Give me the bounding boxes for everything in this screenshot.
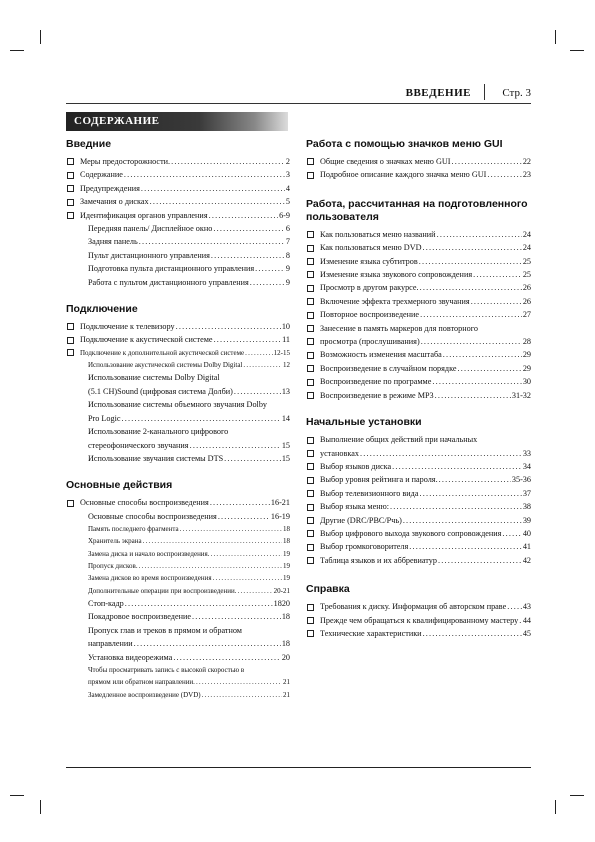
toc-entry-text: Замедленное воспроизведение (DVD) bbox=[88, 690, 201, 699]
crop-mark bbox=[570, 50, 584, 51]
toc-entry-text: (5.1 CH)Sound (цифровая система Долби) bbox=[88, 386, 233, 396]
section-title: Работа с помощью значков меню GUI bbox=[306, 138, 503, 150]
toc-entry-text: Как пользоваться меню DVD bbox=[320, 243, 422, 253]
toc-entry-text: Прежде чем обращаться к квалифицированному мастеру bbox=[320, 615, 519, 625]
crop-mark bbox=[10, 50, 24, 51]
toc-entry-text: Требования к диску. Информация об авторском праве bbox=[320, 602, 507, 612]
dot-leader bbox=[218, 510, 270, 523]
contents-banner: СОДЕРЖАНИЕ bbox=[66, 112, 288, 131]
toc-entry-text: Чтобы просматривать запись с высокой скоростью в bbox=[88, 665, 245, 674]
toc-entry-text: Другие (DRC/PBC/Рчь) bbox=[320, 515, 402, 525]
toc-entry-text: Дополнительные операции при воспроизведении. bbox=[88, 586, 237, 595]
dot-leader bbox=[224, 452, 281, 465]
toc-entry-text: Замена дисков во время воспроизведения bbox=[88, 574, 212, 583]
toc-entry-text: Подробное описание каждого значка меню GUI bbox=[320, 170, 487, 180]
toc-entry bbox=[66, 651, 290, 664]
toc-page-number: 14 bbox=[281, 413, 290, 423]
toc-page-number: 6 bbox=[285, 224, 290, 234]
dot-leader bbox=[213, 572, 282, 584]
crop-mark bbox=[10, 795, 24, 796]
toc-entry bbox=[306, 335, 531, 348]
toc-entry bbox=[66, 676, 290, 688]
dot-leader bbox=[443, 348, 522, 361]
toc-page-number: 20 bbox=[281, 652, 290, 662]
toc-entry bbox=[66, 333, 290, 346]
toc-page-number: 24 bbox=[522, 243, 531, 253]
toc-entry bbox=[306, 473, 531, 486]
toc-entry-continued bbox=[66, 371, 290, 384]
toc-entry-text: Занесение в память маркеров для повторного bbox=[320, 323, 478, 333]
toc-entry-text: Замечания о дисках bbox=[80, 197, 149, 207]
toc-left-column bbox=[66, 138, 290, 701]
toc-page-number: 3 bbox=[285, 170, 290, 180]
dot-leader bbox=[432, 375, 521, 388]
toc-page-number: 23 bbox=[522, 170, 531, 180]
toc-entry bbox=[306, 155, 531, 168]
dot-leader bbox=[125, 597, 273, 610]
toc-entry bbox=[306, 362, 531, 375]
toc-entry-text: Изменение языка субтитров bbox=[320, 256, 418, 266]
toc-page-number: 31-32 bbox=[511, 390, 531, 400]
dot-leader bbox=[420, 308, 522, 321]
section-title: Начальные установки bbox=[306, 416, 422, 429]
toc-page-number: 15 bbox=[281, 453, 290, 463]
toc-entry-text: Выбор громкоговорителя bbox=[320, 542, 409, 552]
dot-leader bbox=[173, 651, 281, 664]
section-title: Работа, рассчитанная на подготовленного пользователя bbox=[306, 197, 528, 223]
toc-page-number: 20-21 bbox=[273, 586, 290, 595]
dot-leader bbox=[487, 168, 521, 181]
toc-page-number: 43 bbox=[522, 602, 531, 612]
toc-entry bbox=[66, 222, 290, 235]
toc-page-number: 12-15 bbox=[273, 348, 290, 357]
toc-entry-text: Подключение к акустической системе bbox=[80, 335, 213, 345]
toc-page-number: 29 bbox=[522, 350, 531, 360]
toc-entry-text: стереофонического звучания bbox=[88, 440, 189, 450]
toc-entry-text: Pro Logic bbox=[88, 413, 121, 423]
dot-leader bbox=[245, 347, 273, 359]
dot-leader bbox=[213, 222, 285, 235]
toc-page-number: 26 bbox=[522, 296, 531, 306]
toc-page-number: 21 bbox=[283, 690, 290, 699]
section-title: Введние bbox=[66, 138, 112, 150]
toc-entry-text: Выбор цифрового выхода звукового сопровождения bbox=[320, 528, 502, 538]
toc-entry bbox=[306, 614, 531, 627]
toc-entry bbox=[66, 249, 290, 262]
toc-entry bbox=[306, 627, 531, 640]
toc-entry bbox=[306, 281, 531, 294]
dot-leader bbox=[139, 560, 282, 572]
section-title: Основные действия bbox=[66, 479, 173, 492]
section-title: Подключение bbox=[66, 303, 138, 316]
toc-entry-text: Подготовка пульта дистанционного управления bbox=[88, 264, 255, 274]
toc-entry-text: Использование акустической системы Dolby Digital bbox=[88, 361, 243, 370]
toc-entry-text: Пропуск глав и треков в прямом и обратном bbox=[88, 625, 242, 635]
toc-entry-text: Изменение языка звукового сопровождения bbox=[320, 270, 473, 280]
dot-leader bbox=[360, 447, 522, 460]
toc-entry bbox=[66, 689, 290, 701]
toc-page-number: 37 bbox=[522, 488, 531, 498]
toc-entry-text: Таблица языков и их аббревиатур bbox=[320, 555, 437, 565]
toc-entry-continued bbox=[66, 664, 290, 676]
toc-entry bbox=[66, 572, 290, 584]
header-rule bbox=[66, 103, 531, 104]
toc-entry bbox=[66, 597, 290, 610]
dot-leader bbox=[211, 548, 282, 560]
toc-entry-text: Выбор языков диска bbox=[320, 461, 392, 471]
toc-entry bbox=[306, 447, 531, 460]
toc-page-number: 8 bbox=[285, 250, 290, 260]
toc-page-number: 27 bbox=[522, 310, 531, 320]
toc-entry bbox=[306, 168, 531, 181]
toc-entry-text: Память последнего фрагмента bbox=[88, 525, 179, 534]
dot-leader bbox=[255, 262, 285, 275]
toc-entry-text: Подключение к телевизору bbox=[80, 322, 175, 332]
toc-entry-text: Использование системы Dolby Digital bbox=[88, 373, 220, 383]
toc-entry-text: Содержание bbox=[80, 170, 123, 180]
dot-leader bbox=[192, 610, 281, 623]
toc-entry-text: Технические характеристики bbox=[320, 628, 422, 638]
toc-entry-continued bbox=[66, 624, 290, 637]
dot-leader bbox=[171, 155, 285, 168]
toc-page-number: 44 bbox=[522, 615, 531, 625]
toc-entry-continued bbox=[66, 425, 290, 438]
toc-entry bbox=[66, 439, 290, 452]
dot-leader bbox=[209, 209, 278, 222]
toc-entry bbox=[66, 452, 290, 465]
toc-page-number: 19 bbox=[283, 562, 290, 571]
toc-entry-text: Основные способы воспроизведения bbox=[80, 498, 209, 508]
toc-page-number: 13 bbox=[281, 386, 290, 396]
toc-page-number: 29 bbox=[522, 363, 531, 373]
toc-entry-text: Подключение к дополнительной акустической системе bbox=[80, 348, 245, 357]
toc-entry bbox=[306, 241, 531, 254]
toc-entry bbox=[66, 155, 290, 168]
toc-entry-text: Замена диска и начало воспроизведения. bbox=[88, 549, 210, 558]
toc-entry-text: Общие сведения о значках меню GUI bbox=[320, 157, 451, 166]
dot-leader bbox=[439, 473, 511, 486]
dot-leader bbox=[139, 235, 285, 248]
toc-entry bbox=[66, 523, 290, 535]
toc-entry-text: Использование звучания системы DTS bbox=[88, 453, 224, 463]
crop-mark bbox=[555, 30, 556, 44]
toc-page-number: 25 bbox=[522, 270, 531, 280]
dot-leader bbox=[243, 359, 282, 371]
toc-page-number: 30 bbox=[522, 377, 531, 387]
toc-entry bbox=[66, 385, 290, 398]
toc-page-number: 9 bbox=[285, 264, 290, 274]
dot-leader bbox=[457, 362, 521, 375]
crop-mark bbox=[40, 30, 41, 44]
toc-page-number: 25 bbox=[522, 256, 531, 266]
dot-leader bbox=[211, 249, 285, 262]
dot-leader bbox=[392, 460, 522, 473]
toc-entry-text: Передняя панель/ Дисплейное окно bbox=[88, 224, 213, 234]
toc-page-number: 18 bbox=[283, 525, 290, 534]
toc-entry bbox=[306, 228, 531, 241]
toc-entry bbox=[66, 412, 290, 425]
dot-leader bbox=[210, 496, 270, 509]
dot-leader bbox=[519, 614, 522, 627]
toc-entry bbox=[66, 320, 290, 333]
toc-entry bbox=[306, 348, 531, 361]
dot-leader bbox=[390, 500, 522, 513]
toc-entry-text: Покадровое воспроизведение bbox=[88, 612, 191, 622]
toc-page-number: 16-19 bbox=[270, 511, 290, 521]
toc-entry-text: Пульт дистанционного управления bbox=[88, 250, 210, 260]
dot-leader bbox=[438, 554, 522, 567]
crop-mark bbox=[40, 800, 41, 814]
dot-leader bbox=[409, 540, 522, 553]
toc-entry-text: Как пользоваться меню названий bbox=[320, 229, 436, 239]
dot-leader bbox=[124, 168, 285, 181]
toc-page-number: 10 bbox=[281, 322, 290, 332]
dot-leader bbox=[214, 333, 282, 346]
toc-page-number: 18 bbox=[283, 537, 290, 546]
toc-page-number: 15 bbox=[281, 440, 290, 450]
toc-entry bbox=[66, 610, 290, 623]
toc-right-column bbox=[306, 138, 531, 640]
toc-entry bbox=[66, 262, 290, 275]
dot-leader bbox=[423, 627, 522, 640]
toc-entry-text: Включение эффекта трехмерного звучания bbox=[320, 296, 470, 306]
toc-entry bbox=[66, 548, 290, 560]
toc-page-number: 41 bbox=[522, 542, 531, 552]
toc-entry-text: направлении bbox=[88, 639, 133, 649]
toc-entry bbox=[66, 182, 290, 195]
toc-entry-text: Воспроизведение в режиме MP3 bbox=[320, 390, 434, 400]
toc-entry-text: просмотра (прослушивания) bbox=[320, 337, 420, 347]
toc-entry-continued bbox=[306, 433, 531, 446]
toc-entry-text: Предупреждения bbox=[80, 183, 140, 193]
toc-entry bbox=[306, 255, 531, 268]
toc-entry bbox=[66, 209, 290, 222]
toc-entry bbox=[306, 514, 531, 527]
toc-page-number: 33 bbox=[522, 448, 531, 458]
toc-entry-continued bbox=[66, 398, 290, 411]
dot-leader bbox=[250, 276, 285, 289]
toc-page-number: 4 bbox=[285, 183, 290, 193]
dot-leader bbox=[471, 295, 522, 308]
dot-leader bbox=[150, 195, 285, 208]
header-page-number: Стр. 3 bbox=[502, 87, 531, 99]
dot-leader bbox=[134, 637, 281, 650]
dot-leader bbox=[452, 155, 522, 168]
toc-entry-text: Основные способы воспроизведения bbox=[88, 511, 217, 521]
toc-entry-continued bbox=[306, 322, 531, 335]
toc-page-number: 39 bbox=[522, 515, 531, 525]
toc-entry bbox=[66, 585, 290, 597]
toc-page-number: 2 bbox=[285, 157, 290, 166]
dot-leader bbox=[473, 268, 522, 281]
dot-leader bbox=[176, 320, 281, 333]
toc-entry bbox=[306, 527, 531, 540]
toc-page-number: 40 bbox=[522, 528, 531, 538]
section-title: Справка bbox=[306, 583, 350, 596]
toc-entry bbox=[306, 308, 531, 321]
toc-entry-text: Задняя панель bbox=[88, 237, 138, 247]
dot-leader bbox=[507, 600, 522, 613]
toc-page-number: 24 bbox=[522, 229, 531, 239]
toc-entry bbox=[66, 276, 290, 289]
toc-entry-text: Пропуск дисков. bbox=[88, 562, 138, 571]
dot-leader bbox=[234, 385, 281, 398]
toc-page-number: 5 bbox=[285, 197, 290, 207]
toc-entry-text: Воспроизведение в случайном порядке bbox=[320, 363, 457, 373]
toc-entry-text: Использование системы объемного звучания Dolby bbox=[88, 400, 268, 410]
dot-leader bbox=[196, 676, 282, 688]
toc-entry bbox=[306, 600, 531, 613]
toc-entry bbox=[66, 637, 290, 650]
toc-entry-text: Выбор телевизионного вида bbox=[320, 488, 419, 498]
dot-leader bbox=[435, 389, 511, 402]
toc-entry-text: Выполнение общих действий при начальных bbox=[320, 435, 478, 445]
toc-page-number: 7 bbox=[285, 237, 290, 247]
toc-entry bbox=[306, 268, 531, 281]
toc-page-number: 19 bbox=[283, 574, 290, 583]
header-section-title: ВВЕДЕНИЕ bbox=[405, 87, 471, 99]
toc-page-number: 34 bbox=[522, 461, 531, 471]
toc-entry-text: Просмотр в другом ракурсе. bbox=[320, 283, 419, 293]
toc-entry-text: Работа с пультом дистанционного управления bbox=[88, 277, 249, 287]
toc-page-number: 26 bbox=[522, 283, 531, 293]
toc-entry bbox=[66, 560, 290, 572]
page-header bbox=[66, 83, 531, 103]
toc-entry-text: Выбор языка меню: bbox=[320, 502, 389, 512]
dot-leader bbox=[403, 514, 522, 527]
toc-entry-text: Установка видеорежима bbox=[88, 652, 173, 662]
toc-entry-text: Идентификация органов управления bbox=[80, 210, 208, 220]
dot-leader bbox=[202, 689, 282, 701]
toc-entry-text: Повторное воспроизведение bbox=[320, 310, 420, 320]
toc-page-number: 12 bbox=[283, 361, 290, 370]
toc-page-number: 19 bbox=[283, 549, 290, 558]
toc-entry-text: Возможность изменения масштаба bbox=[320, 350, 442, 360]
toc-page-number: 9 bbox=[285, 277, 290, 287]
toc-entry-text: Меры предосторожности. bbox=[80, 157, 171, 166]
dot-leader bbox=[180, 523, 282, 535]
toc-page-number: 21 bbox=[283, 678, 290, 687]
toc-entry bbox=[66, 496, 290, 509]
toc-entry bbox=[66, 535, 290, 547]
toc-page-number: 38 bbox=[522, 502, 531, 512]
dot-leader bbox=[419, 255, 522, 268]
dot-leader bbox=[419, 487, 521, 500]
toc-page-number: 35-36 bbox=[511, 475, 531, 485]
toc-page-number: 28 bbox=[522, 337, 531, 347]
crop-mark bbox=[555, 800, 556, 814]
toc-entry bbox=[306, 460, 531, 473]
dot-leader bbox=[141, 182, 285, 195]
toc-entry-text: Хранитель экрана bbox=[88, 537, 142, 546]
dot-leader bbox=[420, 281, 522, 294]
toc-entry bbox=[66, 510, 290, 523]
toc-page-number: 1820 bbox=[273, 598, 290, 608]
dot-leader bbox=[122, 412, 281, 425]
toc-entry bbox=[306, 554, 531, 567]
toc-page-number: 6-9 bbox=[279, 210, 290, 220]
toc-entry bbox=[306, 375, 531, 388]
toc-entry-text: Выбор уровня рейтинга и пароля. bbox=[320, 475, 438, 485]
toc-entry-text: Использование 2-канального цифрового bbox=[88, 427, 229, 437]
dot-leader bbox=[502, 527, 521, 540]
toc-entry bbox=[66, 168, 290, 181]
dot-leader bbox=[437, 228, 522, 241]
dot-leader bbox=[238, 585, 273, 597]
toc-entry bbox=[66, 347, 290, 359]
toc-entry bbox=[306, 389, 531, 402]
toc-entry bbox=[66, 235, 290, 248]
toc-entry bbox=[306, 540, 531, 553]
toc-entry bbox=[306, 487, 531, 500]
toc-page-number: 16-21 bbox=[270, 498, 290, 508]
toc-entry bbox=[306, 295, 531, 308]
toc-entry-text: Воспроизведение по программе bbox=[320, 377, 432, 387]
toc-entry-text: Стоп-кадр bbox=[88, 598, 124, 608]
toc-entry-text: установках bbox=[320, 448, 359, 458]
header-divider bbox=[484, 84, 485, 100]
toc-entry-text: прямом или обратном направлении. bbox=[88, 678, 195, 687]
toc-entry bbox=[66, 359, 290, 371]
bottom-rule bbox=[66, 767, 531, 768]
toc-page-number: 45 bbox=[522, 628, 531, 638]
toc-page-number: 18 bbox=[281, 639, 290, 649]
toc-page-number: 22 bbox=[522, 157, 531, 166]
toc-page-number: 42 bbox=[522, 555, 531, 565]
dot-leader bbox=[423, 241, 522, 254]
toc-entry bbox=[66, 195, 290, 208]
dot-leader bbox=[143, 535, 282, 547]
toc-entry bbox=[306, 500, 531, 513]
toc-page-number: 11 bbox=[282, 335, 290, 345]
toc-page-number: 18 bbox=[281, 612, 290, 622]
dot-leader bbox=[421, 335, 522, 348]
dot-leader bbox=[190, 439, 281, 452]
crop-mark bbox=[570, 795, 584, 796]
